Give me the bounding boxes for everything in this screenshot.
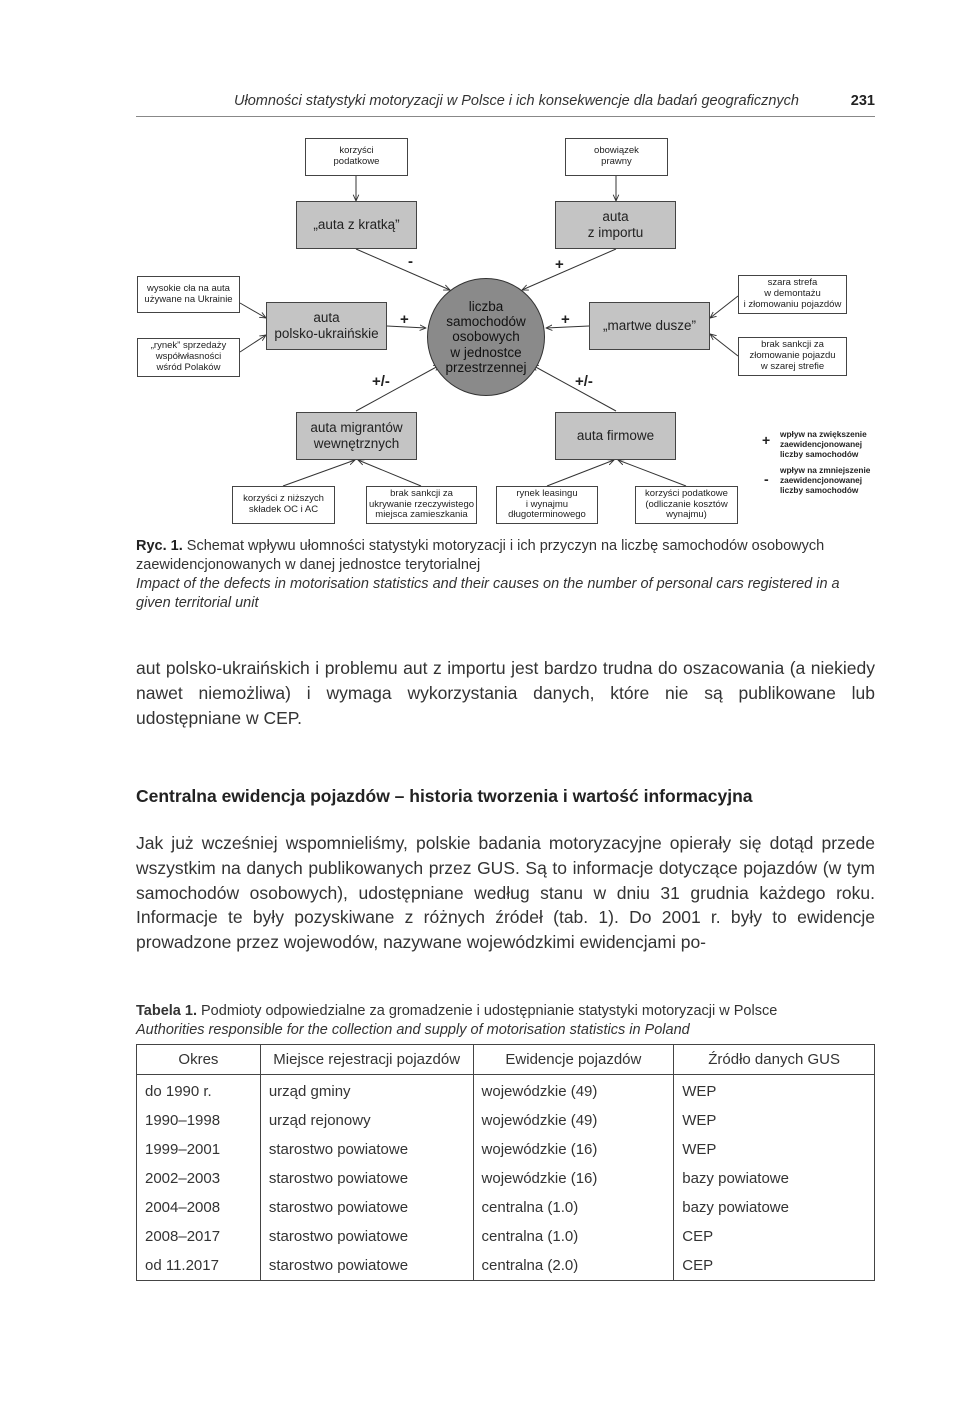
table-cell: urząd rejonowy [260, 1106, 473, 1135]
section-heading: Centralna ewidencja pojazdów – historia tworzenia i wartość informacyjna [136, 786, 753, 806]
table-header-cell: Miejsce rejestracji pojazdów [260, 1045, 473, 1075]
legend-minus-sign: - [764, 471, 769, 487]
arrow-sankcjezam-migranci [358, 460, 421, 486]
table-cell: starostwo powiatowe [260, 1193, 473, 1222]
legend-plus-sign: + [762, 432, 771, 448]
table-label: Tabela 1. [136, 1003, 197, 1019]
arrow-firmowe-center [532, 365, 616, 411]
table-cell: wojewódzkie (16) [473, 1164, 674, 1193]
box-rynek-sprzedazy: „rynek” sprzedaży współwłasności wśród Polaków [137, 338, 240, 377]
table-row [137, 1075, 875, 1107]
sign-kratka: - [408, 253, 413, 270]
table-cell: wojewódzkie (49) [473, 1075, 674, 1107]
table-caption-pl: Podmioty odpowiedzialne za gromadzenie i udostępnianie statystyki motoryzacji w Polsce [201, 1003, 778, 1019]
box-obowiazek-prawny: obowiązek prawny [565, 138, 668, 176]
table-cell: centralna (1.0) [473, 1222, 674, 1251]
sign-import: + [555, 256, 564, 273]
table-row [137, 1222, 875, 1251]
table-cell: wojewódzkie (49) [473, 1106, 674, 1135]
sign-migranci: +/- [372, 373, 390, 390]
box-korzysci-podatkowe: korzyści podatkowe [305, 138, 408, 176]
table-cell: WEP [674, 1106, 875, 1135]
table-cell: 1999–2001 [137, 1135, 261, 1164]
table-cell: starostwo powiatowe [260, 1251, 473, 1281]
table-cell: CEP [674, 1222, 875, 1251]
arrow-import-center [522, 249, 616, 290]
sign-firmowe: +/- [575, 373, 593, 390]
figure-caption-en: Impact of the defects in motorisation statistics and their causes on the number of personal cars registered in a given territorial unit [136, 576, 840, 611]
table-cell: wojewódzkie (16) [473, 1135, 674, 1164]
arrow-skladki-migranci [283, 460, 355, 486]
figure-label: Ryc. 1. [136, 538, 183, 554]
arrow-szara-martwe [710, 296, 738, 318]
table-header-cell: Ewidencje pojazdów [473, 1045, 674, 1075]
table-cell: WEP [674, 1075, 875, 1107]
running-title: Ułomności statystyki motoryzacji w Polsce i ich konsekwencje dla badań geograficznych [234, 93, 799, 109]
box-odliczanie-kosztow: korzyści podatkowe (odliczanie kosztów wynajmu) [635, 486, 738, 524]
legend-plus-text: wpływ na zwiększenie zaewidencjonowanej liczby samochodów [780, 429, 867, 459]
table-cell: urząd gminy [260, 1075, 473, 1107]
table-cell: centralna (2.0) [473, 1251, 674, 1281]
running-header [136, 90, 875, 117]
box-auta-polsko-ukrainskie: auta polsko-ukraińskie [266, 302, 387, 350]
legend-minus-text: wpływ na zmniejszenie zaewidencjonowanej liczby samochodów [780, 465, 871, 495]
paragraph-1: aut polsko-ukraińskich i problemu aut z importu jest bardzo trudna do oszacowania (a niekiedy nawet niemożliwa) i wymaga wykorzystania danych, które nie są publikowane lub udostępniane w CEP. [136, 658, 875, 728]
table-cell: do 1990 r. [137, 1075, 261, 1107]
arrow-sankcje-martwe [710, 334, 738, 356]
paragraph-2: Jak już wcześniej wspomnieliśmy, polskie badania motoryzacyjne opierały się dotąd przede wszystkim na danych publikowanych przez GUS. Są to informacje dotyczące pojazdów (w tym samochodów osobowych), udostępniane według stanu w dniu 31 grudnia każdego roku. Informacje te były pozyskiwane z różnych źródeł (tab. 1). Do 2001 r. były to ewidencje prowadzone przez wojewodów, nazywane wojewódzkimi ewidencjami po- [136, 833, 875, 953]
table-header-cell: Źródło danych GUS [674, 1045, 875, 1075]
arrow-odliczanie-firmowe [618, 460, 686, 486]
box-auta-z-importu: auta z importu [555, 201, 676, 249]
figure-caption-pl: Schemat wpływu ułomności statystyki motoryzacji i ich przyczyn na liczbę samochodów osobowych zaewidencjonowanych w danej jednostce terytorialnej [136, 538, 825, 573]
box-brak-sankcji-zlom: brak sankcji za złomowanie pojazdu w szarej strefie [738, 337, 847, 376]
box-auta-firmowe: auta firmowe [555, 412, 676, 460]
table-row [137, 1193, 875, 1222]
table-row [137, 1106, 875, 1135]
box-szara-strefa: szara strefa w demontażu i złomowaniu pojazdów [738, 275, 847, 314]
table-cell: WEP [674, 1135, 875, 1164]
table-cell: starostwo powiatowe [260, 1164, 473, 1193]
table-cell: bazy powiatowe [674, 1193, 875, 1222]
table-row [137, 1135, 875, 1164]
table-cell: 2008–2017 [137, 1222, 261, 1251]
table-cell: centralna (1.0) [473, 1193, 674, 1222]
arrow-kratka-center [356, 249, 450, 290]
table-header-row [137, 1045, 875, 1075]
table-cell: CEP [674, 1251, 875, 1281]
center-circle: liczba samochodów osobowych w jednostce przestrzennej [427, 278, 545, 396]
box-brak-sankcji-zamieszkanie: brak sankcji za ukrywanie rzeczywistego miejsca zamieszkania [366, 486, 477, 524]
table-cell: 1990–1998 [137, 1106, 261, 1135]
arrow-leasing-firmowe [547, 460, 614, 486]
table-cell: 2004–2008 [137, 1193, 261, 1222]
box-rynek-leasingu: rynek leasingu i wynajmu długoterminowego [496, 486, 598, 524]
table-cell: bazy powiatowe [674, 1164, 875, 1193]
table-row [137, 1164, 875, 1193]
table-caption-en: Authorities responsible for the collection and supply of motorisation statistics in Poland [136, 1022, 690, 1038]
box-wysokie-cla: wysokie cła na auta używane na Ukrainie [137, 276, 240, 313]
sign-martwe: + [561, 311, 570, 328]
box-skladki: korzyści z niższych składek OC i AC [232, 486, 335, 524]
table-caption [136, 1002, 876, 1040]
data-table [136, 1044, 875, 1281]
table-row [137, 1251, 875, 1281]
box-auta-z-kratka: „auta z kratką” [296, 201, 417, 249]
sign-pu: + [400, 311, 409, 328]
arrow-cla-pu [240, 303, 266, 318]
table-header-cell: Okres [137, 1045, 261, 1075]
table-cell: 2002–2003 [137, 1164, 261, 1193]
arrow-rynek-pu [240, 335, 266, 352]
box-martwe-dusze: „martwe dusze” [589, 302, 710, 350]
table-cell: starostwo powiatowe [260, 1135, 473, 1164]
page-number: 231 [850, 93, 875, 109]
table-cell: od 11.2017 [137, 1251, 261, 1281]
box-auta-migrantow: auta migrantów wewnętrznych [296, 412, 417, 460]
table-cell: starostwo powiatowe [260, 1222, 473, 1251]
arrow-migranci-center [356, 365, 440, 411]
figure-caption [136, 537, 876, 613]
